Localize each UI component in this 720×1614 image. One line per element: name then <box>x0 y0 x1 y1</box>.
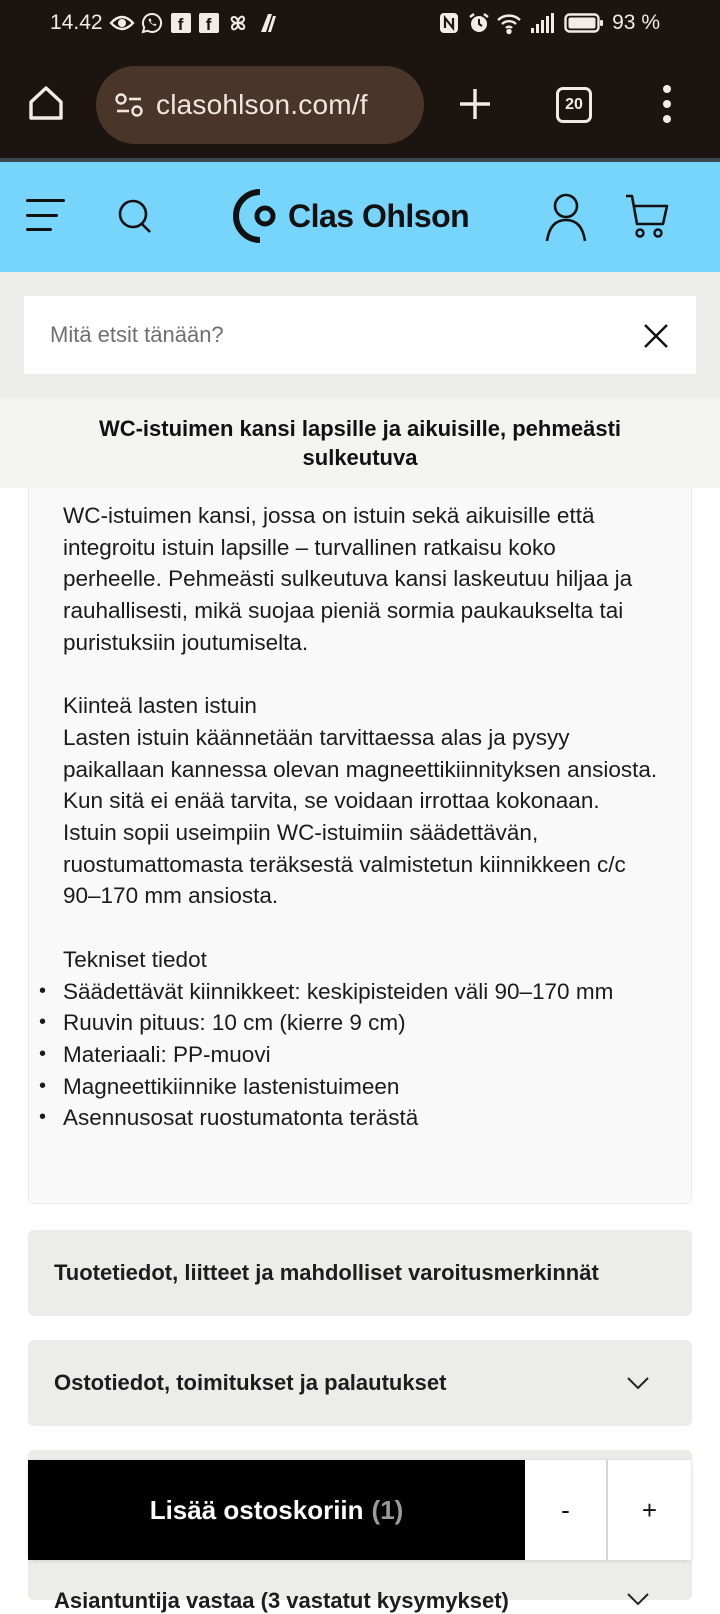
close-icon <box>642 322 670 350</box>
hamburger-line <box>26 228 52 231</box>
facebook-icon: f <box>171 13 191 33</box>
specs-list <box>27 976 659 1135</box>
menu-dot-icon <box>663 85 671 93</box>
cart-quantity: (1) <box>371 1494 404 1525</box>
tab-count: 20 <box>565 96 583 113</box>
add-to-cart-bar <box>28 1460 692 1560</box>
hamburger-line <box>26 214 58 217</box>
section-body: Lasten istuin käännetään tarvittaessa alas ja pysyy paikallaan kannessa olevan magneettikiinnityksen ansiosta. Kun sitä ei enää tarvita, se voidaan irrottaa kokonaan. Istuin sopii useimpiin WC-istuimiin säädettävän, ruostumattomasta teräksestä valmistetun kiinnikkeen c/c 90–170 mm ansiosta. <box>63 724 658 909</box>
clear-search-button[interactable] <box>642 322 670 350</box>
description-intro: WC-istuimen kansi, jossa on istuin sekä aikuisille että integroitu istuin lapsille – turvallinen ratkaisu koko perheelle. Pehmeästi sulkeutuva kansi laskeutuu hiljaa ja rauhallisesti, mikä suojaa pieniä sormia paukaukselta tai puristuksiin joutumiselta. <box>63 503 633 655</box>
battery-icon <box>564 12 604 34</box>
status-bar-right <box>438 11 660 35</box>
tab-switcher-button[interactable] <box>556 87 592 123</box>
accordion-label: Ostotiedot, toimitukset ja palautukset <box>54 1370 447 1395</box>
home-icon <box>26 83 66 123</box>
logo-mark-icon <box>238 189 282 243</box>
nfc-icon <box>438 12 460 34</box>
search-icon <box>116 197 156 237</box>
user-icon <box>544 192 588 242</box>
site-settings-icon[interactable] <box>114 92 144 118</box>
home-button[interactable] <box>26 83 66 123</box>
spec-item: • Ruuvin pituus: 10 cm (kierre 9 cm) <box>27 1007 659 1039</box>
status-bar <box>0 0 720 45</box>
wifi-icon <box>498 12 520 34</box>
facebook-icon: f <box>199 13 219 33</box>
site-header <box>0 162 720 272</box>
increase-quantity-button[interactable] <box>608 1460 691 1560</box>
spec-item: • Materiaali: PP-muovi <box>27 1039 659 1071</box>
spec-item: • Magneettikiinnike lastenistuimeen <box>27 1071 659 1103</box>
whatsapp-icon <box>141 12 163 34</box>
section-heading: Kiinteä lasten istuin <box>63 693 257 719</box>
status-time: 14.42 <box>50 10 103 34</box>
spec-item: • Säädettävät kiinnikkeet: keskipisteiden väli 90–170 mm <box>27 976 659 1008</box>
clas-ohlson-logo[interactable] <box>238 188 469 244</box>
new-tab-button[interactable] <box>458 87 492 121</box>
accordion-product-info[interactable] <box>28 1230 692 1316</box>
accordion-label: Asiantuntija vastaa (3 vastatut kysymykset) <box>54 1588 509 1613</box>
brand-name: Clas Ohlson <box>288 197 470 234</box>
spec-item: • Asennusosat ruostumatonta terästä <box>27 1102 659 1134</box>
search-input[interactable] <box>50 322 610 348</box>
hamburger-line <box>26 199 65 202</box>
chevron-down-icon <box>626 1376 650 1390</box>
cart-icon <box>624 194 670 240</box>
eye-icon <box>111 12 133 34</box>
browser-menu-button[interactable] <box>660 85 674 123</box>
product-title: WC-istuimen kansi lapsille ja aikuisille, pehmeästi sulkeutuva <box>98 416 622 470</box>
search-area <box>0 272 720 398</box>
decrease-quantity-button[interactable] <box>525 1460 608 1560</box>
notification-icon <box>257 12 279 34</box>
url-text[interactable]: clasohlson.com/f <box>156 89 368 120</box>
accordion-label: Tuotetiedot, liitteet ja mahdolliset varoitusmerkinnät <box>54 1260 599 1285</box>
menu-button[interactable] <box>26 199 66 231</box>
cart-button[interactable] <box>624 194 670 240</box>
accordion-purchase-info[interactable] <box>28 1340 692 1426</box>
search-button[interactable] <box>116 197 156 237</box>
search-field[interactable] <box>24 296 696 374</box>
battery-percent: 93 % <box>612 10 660 34</box>
add-to-cart-label: Lisää ostoskoriin <box>149 1494 364 1525</box>
specs-heading: Tekniset tiedot <box>63 946 207 972</box>
account-button[interactable] <box>544 192 588 242</box>
menu-dot-icon <box>663 115 671 123</box>
signal-icon <box>528 12 556 34</box>
plus-icon <box>458 87 492 121</box>
menu-dot-icon <box>663 100 671 108</box>
plus-icon: + <box>641 1494 658 1525</box>
add-to-cart-button[interactable] <box>28 1460 525 1560</box>
browser-toolbar <box>0 45 720 158</box>
product-title-bar <box>0 398 720 488</box>
alarm-icon <box>468 12 490 34</box>
product-description <box>28 488 692 1204</box>
status-bar-left <box>50 11 279 35</box>
minus-icon: - <box>561 1494 570 1525</box>
fan-icon <box>227 12 249 34</box>
address-bar[interactable] <box>96 66 424 144</box>
chevron-down-icon <box>626 1592 650 1606</box>
